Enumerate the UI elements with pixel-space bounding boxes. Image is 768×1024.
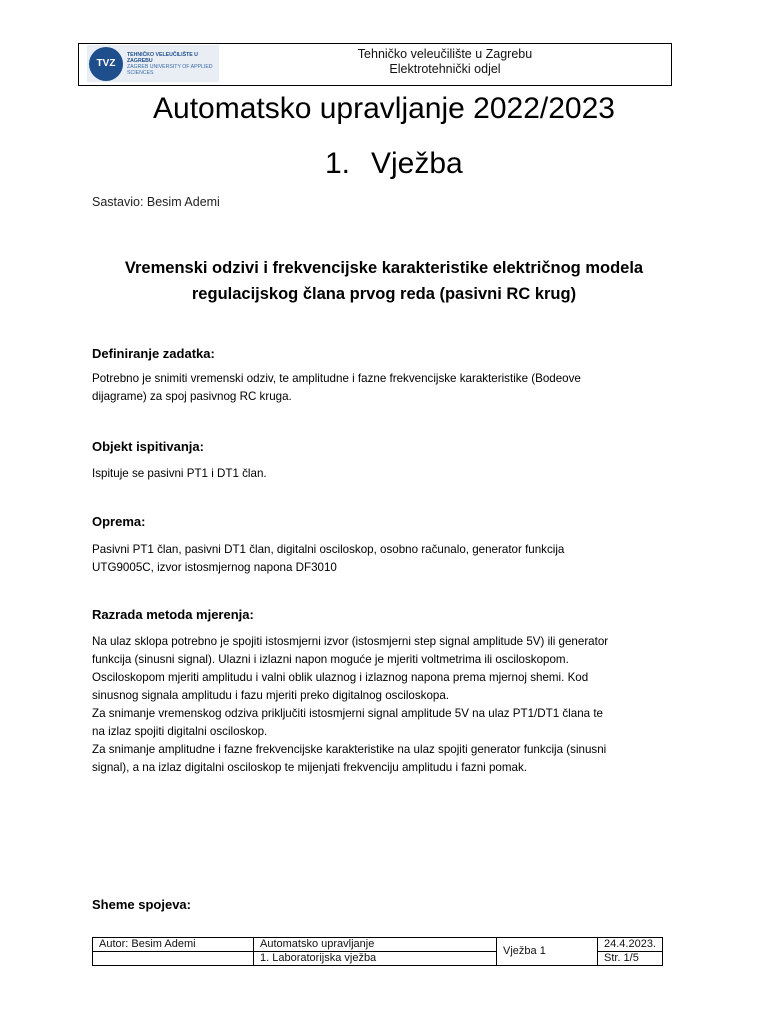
section-text-task xyxy=(92,370,692,406)
institution-block xyxy=(220,47,670,77)
task-line: Potrebno je snimiti vremenski odziv, te amplitudne i fazne frekvencijske karakteristike (Bodeove xyxy=(92,372,581,385)
method-line: Na ulaz sklopa potrebno je spojiti istosmjerni izvor (istosmjerni step signal amplitude 5V) ili generator xyxy=(92,635,609,648)
logo-wordmark xyxy=(127,52,213,76)
logo-line-1: TEHNIČKO VELEUČILIŠTE U ZAGREBU xyxy=(127,51,198,64)
document-title: Automatsko upravljanje 2022/2023 xyxy=(153,92,615,125)
institution-logo xyxy=(87,45,219,82)
object-line: Ispituje se pasivni PT1 i DT1 član. xyxy=(92,467,267,480)
author-line: Sastavio: Besim Ademi xyxy=(92,195,220,209)
method-line: signal), a na izlaz digitalni osciloskop te mijenjati frekvenciju amplitudu i fazni pomak. xyxy=(92,761,527,774)
method-line: Za snimanje amplitudne i fazne frekvencijske karakteristike na ulaz spojiti generator funkcija (sinusni xyxy=(92,743,607,756)
section-text-method xyxy=(92,633,692,777)
method-line: Osciloskopom mjeriti amplitudu i valni oblik ulaznog i izlaznog napona prema mjernoj shemi. Kod xyxy=(92,671,589,684)
task-line: dijagrame) za spoj pasivnog RC kruga. xyxy=(92,390,292,403)
main-heading xyxy=(60,255,708,307)
exercise-title xyxy=(325,144,463,184)
exercise-number: 1. xyxy=(325,147,351,180)
footer-empty-cell xyxy=(93,952,254,966)
section-heading-schemes: Sheme spojeva: xyxy=(92,897,191,912)
footer-lab: 1. Laboratorijska vježba xyxy=(254,952,497,966)
method-line: funkcija (sinusni signal). Ulazni i izlazni napon moguće je mjeriti voltmetrima ili osciloskopom. xyxy=(92,653,569,666)
main-heading-line-2: regulacijskog člana prvog reda (pasivni RC krug) xyxy=(191,285,577,303)
footer-table xyxy=(92,937,663,966)
logo-badge: TVZ xyxy=(89,47,123,81)
section-heading-equipment: Oprema: xyxy=(92,514,146,529)
exercise-label: Vježba xyxy=(371,147,463,180)
section-heading-object: Objekt ispitivanja: xyxy=(92,439,204,454)
footer-author: Autor: Besim Ademi xyxy=(93,938,254,952)
section-text-object xyxy=(92,465,692,483)
section-text-equipment xyxy=(92,541,692,577)
method-line: Za snimanje vremenskog odziva priključiti istosmjerni signal amplitude 5V na ulaz PT1/DT1 člana te xyxy=(92,707,603,720)
section-heading-method: Razrada metoda mjerenja: xyxy=(92,607,254,622)
institution-name: Tehničko veleučilište u Zagrebu xyxy=(357,47,533,61)
main-heading-line-1: Vremenski odzivi i frekvencijske karakteristike električnog modela xyxy=(124,259,644,277)
footer-page: Str. 1/5 xyxy=(598,952,663,966)
logo-line-2: ZAGREB UNIVERSITY OF APPLIED SCIENCES xyxy=(127,63,213,76)
equipment-line: UTG9005C, izvor istosmjernog napona DF3010 xyxy=(92,561,337,574)
footer-date: 24.4.2023. xyxy=(598,938,663,952)
footer-row xyxy=(93,938,663,952)
section-heading-task: Definiranje zadatka: xyxy=(92,346,215,361)
footer-course: Automatsko upravljanje xyxy=(254,938,497,952)
footer-exercise: Vježba 1 xyxy=(497,938,598,966)
method-line: sinusnog signala amplitudu i fazu mjeriti preko digitalnog osciloskopa. xyxy=(92,689,450,702)
department-name: Elektrotehnički odjel xyxy=(389,62,501,76)
method-line: na izlaz spojiti digitalni osciloskop. xyxy=(92,725,268,738)
equipment-line: Pasivni PT1 član, pasivni DT1 član, digitalni osciloskop, osobno računalo, generator funkcija xyxy=(92,543,565,556)
